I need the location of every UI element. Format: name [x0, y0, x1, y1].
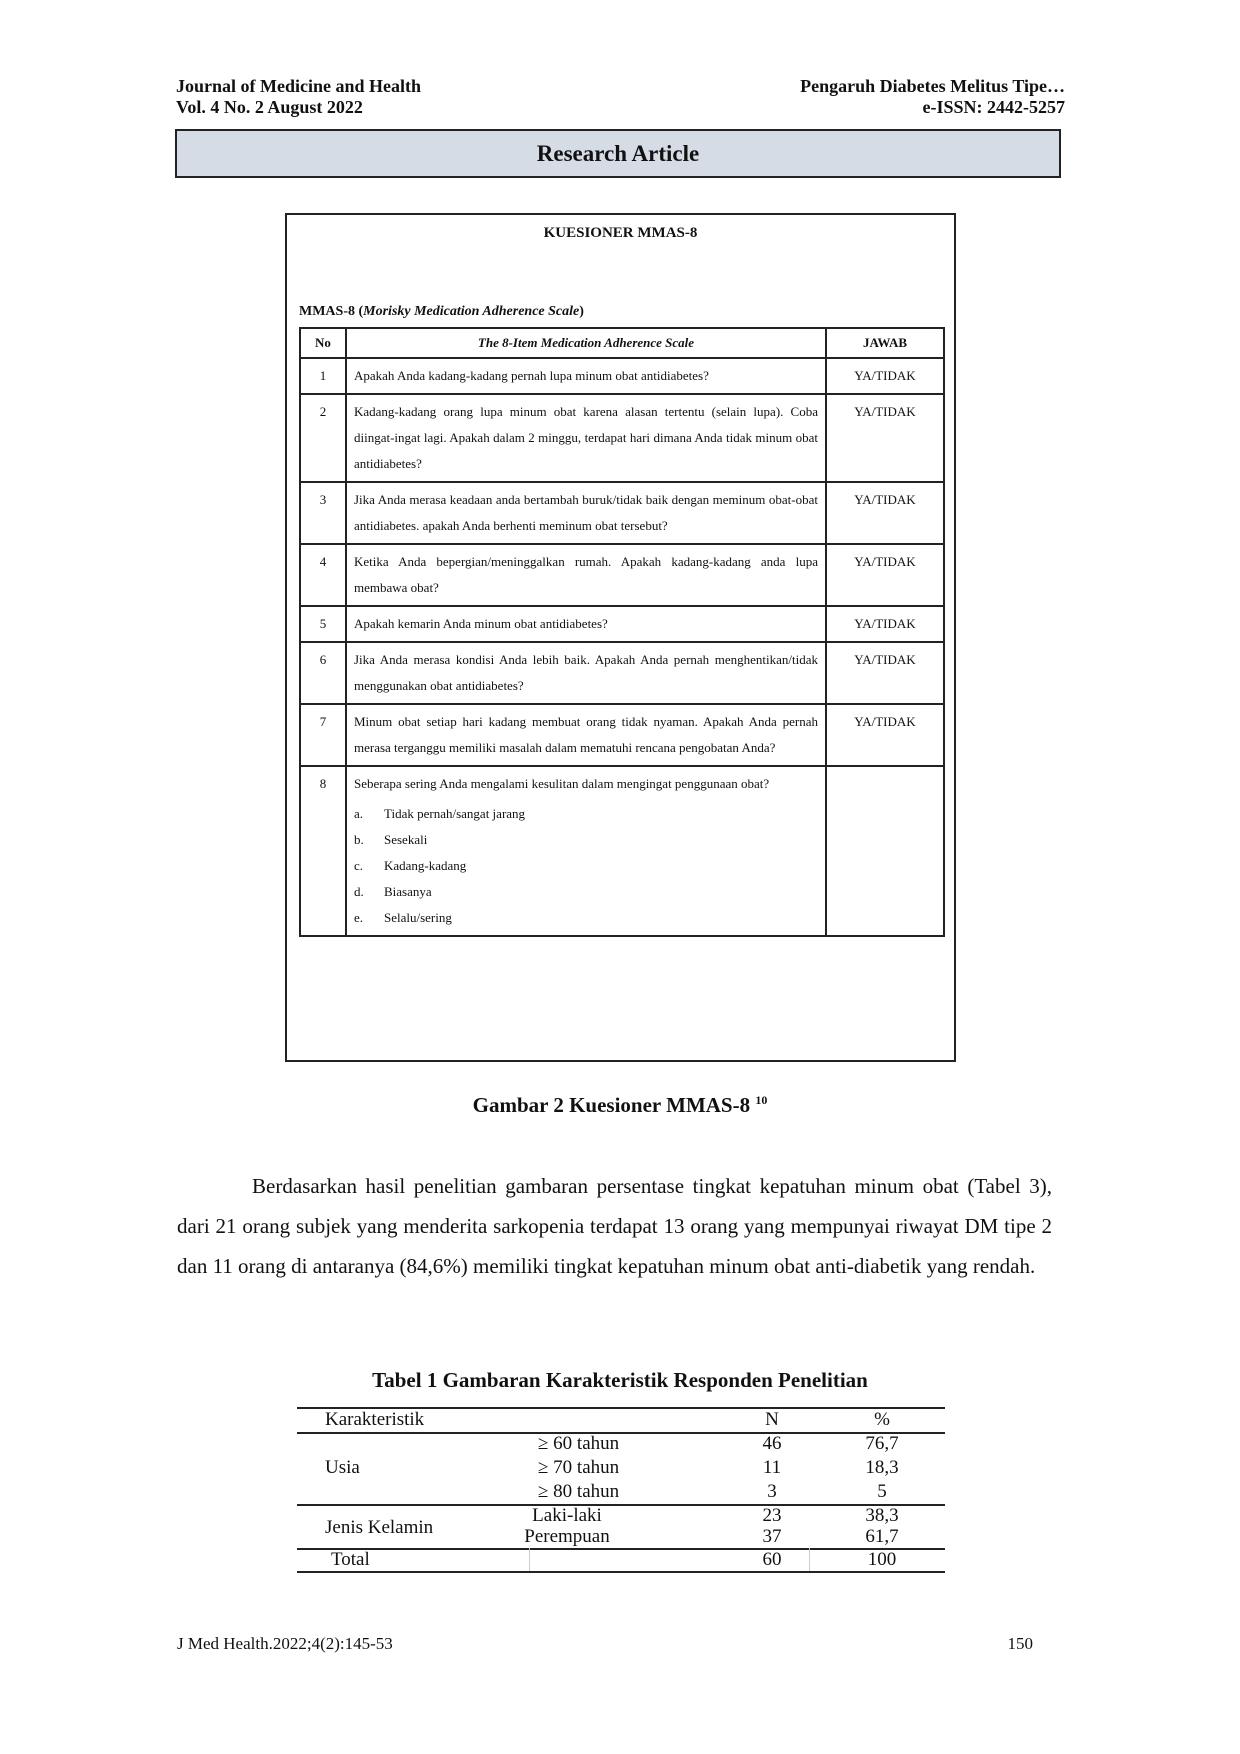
col-no: No — [300, 328, 346, 358]
jk-pct: 38,3 — [865, 1505, 899, 1526]
item-number: 7 — [300, 704, 346, 766]
answer-option: b. Sesekali — [354, 832, 428, 847]
col-scale: The 8-Item Medication Adherence Scale — [346, 328, 826, 358]
usia-pct: 76,7 — [865, 1433, 899, 1454]
figure-title: KUESIONER MMAS-8 — [543, 225, 698, 241]
total-pct: 100 — [867, 1549, 897, 1570]
item-number: 3 — [300, 482, 346, 544]
mmas-row — [300, 482, 944, 544]
item-question: Seberapa sering Anda mengalami kesulitan dalam mengingat penggunaan obat? a. Tidak pernah/sangat jarang b. Sesekali c. Kadang-kadang d. Biasanya e. Selalu/sering — [346, 766, 826, 936]
item-number: 8 — [300, 766, 346, 936]
journal-volume: Vol. 4 No. 2 August 2022 — [176, 97, 363, 117]
item-number: 1 — [300, 358, 346, 394]
item-answer: YA/TIDAK — [826, 606, 944, 642]
running-title: Pengaruh Diabetes Melitus Tipe… — [800, 76, 1065, 96]
usia-cat: ≥ 60 tahun — [538, 1433, 620, 1454]
mmas-row — [300, 358, 944, 394]
usia-n: 11 — [762, 1457, 782, 1478]
item-question: Apakah kemarin Anda minum obat antidiabetes? — [346, 606, 826, 642]
header-percent: % — [874, 1409, 890, 1430]
issn: e-ISSN: 2442-5257 — [922, 97, 1065, 117]
total-n: 60 — [762, 1549, 782, 1570]
label-jenis-kelamin: Jenis Kelamin — [325, 1517, 434, 1538]
journal-name: Journal of Medicine and Health — [176, 76, 422, 96]
mmas-row — [300, 642, 944, 704]
item-answer: YA/TIDAK — [826, 544, 944, 606]
item-number: 5 — [300, 606, 346, 642]
jk-cat: Perempuan — [524, 1526, 610, 1547]
item-question: Apakah Anda kadang-kadang pernah lupa minum obat antidiabetes? — [346, 358, 826, 394]
item-question: Jika Anda merasa keadaan anda bertambah buruk/tidak baik dengan meminum obat-obat antidiabetes. apakah Anda berhenti meminum obat tersebut? — [346, 482, 826, 544]
item-answer: YA/TIDAK — [826, 394, 944, 482]
body-paragraph: Berdasarkan hasil penelitian gambaran persentase tingkat kepatuhan minum obat (Tabel 3), dari 21 orang subjek yang menderita sarkopenia terdapat 13 orang yang mempunyai riwayat DM tipe 2 dan 11 orang di antaranya (84,6%) memiliki tingkat kepatuhan minum obat anti-diabetik yang rendah. — [177, 1174, 1052, 1278]
item-answer: YA/TIDAK — [826, 704, 944, 766]
jk-pct: 61,7 — [865, 1526, 899, 1547]
item-question: Minum obat setiap hari kadang membuat orang tidak nyaman. Apakah Anda pernah merasa terganggu memiliki masalah dalam mematuhi rencana pengobatan Anda? — [346, 704, 826, 766]
answer-option: e. Selalu/sering — [354, 910, 452, 925]
header-n: N — [765, 1409, 779, 1430]
mmas-row — [300, 606, 944, 642]
reference-number: 10 — [755, 1093, 768, 1107]
item-number: 2 — [300, 394, 346, 482]
item-question: Jika Anda merasa kondisi Anda lebih baik. Apakah Anda pernah menghentikan/tidak menggunakan obat antidiabetes? — [346, 642, 826, 704]
total-label: Total — [331, 1549, 370, 1570]
citation-footer: J Med Health.2022;4(2):145-53 — [177, 1634, 393, 1653]
answer-option: d. Biasanya — [354, 884, 432, 899]
item-answer: YA/TIDAK — [826, 642, 944, 704]
figure-subtitle: MMAS-8 (Morisky Medication Adherence Scale) — [299, 304, 584, 319]
usia-n: 3 — [767, 1481, 777, 1502]
figure-caption: Gambar 2 Kuesioner MMAS-8 $^{10}$ — [472, 1093, 768, 1117]
article-type-banner: Research Article — [175, 129, 1061, 178]
item-number: 4 — [300, 544, 346, 606]
usia-cat: ≥ 70 tahun — [538, 1457, 620, 1478]
mmas-row — [300, 704, 944, 766]
article-header — [800, 76, 1065, 118]
usia-pct: 5 — [877, 1481, 887, 1502]
usia-cat: ≥ 80 tahun — [538, 1481, 620, 1502]
jk-n: 23 — [762, 1505, 782, 1526]
table-title: Tabel 1 Gambaran Karakteristik Responden Penelitian — [372, 1368, 868, 1392]
answer-options — [354, 801, 818, 931]
item-answer — [826, 766, 944, 936]
questionnaire-figure — [285, 213, 956, 1062]
page-number: 150 — [1007, 1634, 1033, 1653]
item-answer: YA/TIDAK — [826, 358, 944, 394]
col-jawab: JAWAB — [826, 328, 944, 358]
item-question: Kadang-kadang orang lupa minum obat karena alasan tertentu (selain lupa). Coba diingat-ingat lagi. Apakah dalam 2 minggu, terdapat hari dimana Anda tidak minum obat antidiabetes? — [346, 394, 826, 482]
mmas-row — [300, 766, 944, 936]
label-usia: Usia — [325, 1457, 360, 1478]
mmas-table — [299, 327, 945, 937]
item-question: Ketika Anda bepergian/meninggalkan rumah. Apakah kadang-kadang anda lupa membawa obat? — [346, 544, 826, 606]
item-number: 6 — [300, 642, 346, 704]
mmas-row — [300, 394, 944, 482]
answer-option: c. Kadang-kadang — [354, 858, 467, 873]
answer-option: a. Tidak pernah/sangat jarang — [354, 806, 526, 821]
usia-pct: 18,3 — [865, 1457, 899, 1478]
item-answer: YA/TIDAK — [826, 482, 944, 544]
journal-header — [176, 76, 421, 118]
jk-n: 37 — [762, 1526, 782, 1547]
jk-cat: Laki-laki — [532, 1505, 602, 1526]
usia-n: 46 — [762, 1433, 782, 1454]
header-karakteristik: Karakteristik — [325, 1409, 425, 1430]
mmas-row — [300, 544, 944, 606]
characteristics-table — [297, 1407, 945, 1579]
